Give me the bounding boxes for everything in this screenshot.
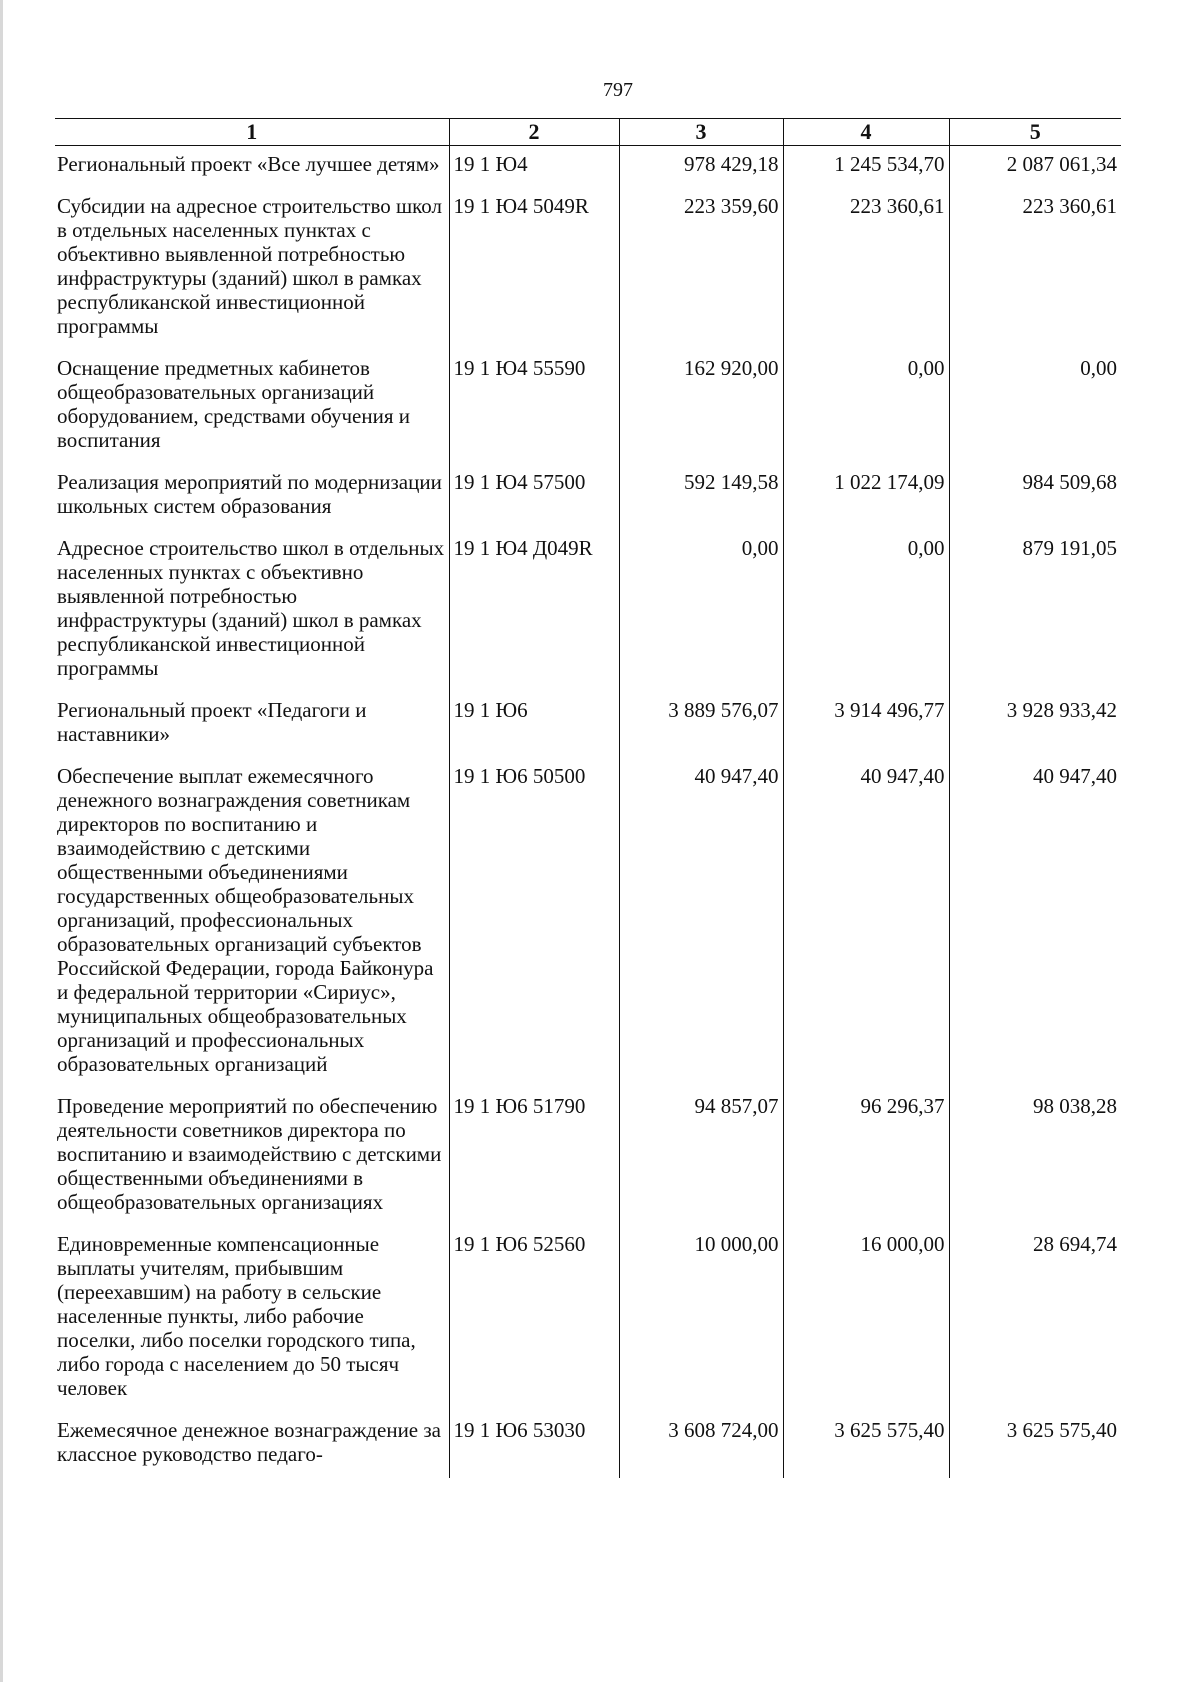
- row-code: 19 1 Ю6: [449, 692, 619, 758]
- row-description: Субсидии на адресное строительство школ в отдельных населенных пунктах с объективно выявленной потребностью инфраструктуры (зданий) школ в рамках республиканской инвестиционной программы: [55, 188, 449, 350]
- row-value-col5: 3 928 933,42: [949, 692, 1121, 758]
- row-value-col4: 223 360,61: [783, 188, 949, 350]
- budget-table: [55, 118, 1121, 1478]
- row-value-col4: 1 245 534,70: [783, 146, 949, 189]
- table-row: [55, 1088, 1121, 1226]
- column-header-4: 4: [783, 119, 949, 146]
- row-value-col4: 16 000,00: [783, 1226, 949, 1412]
- row-value-col5: 223 360,61: [949, 188, 1121, 350]
- row-description: Ежемесячное денежное вознаграждение за классное руководство педаго-: [55, 1412, 449, 1478]
- row-value-col5: 28 694,74: [949, 1226, 1121, 1412]
- row-value-col3: 978 429,18: [619, 146, 783, 189]
- row-value-col4: 96 296,37: [783, 1088, 949, 1226]
- row-code: 19 1 Ю6 51790: [449, 1088, 619, 1226]
- page-number: 797: [603, 79, 633, 101]
- table-row: [55, 758, 1121, 1088]
- row-value-col3: 40 947,40: [619, 758, 783, 1088]
- table-row: [55, 146, 1121, 189]
- row-value-col3: 3 889 576,07: [619, 692, 783, 758]
- row-value-col5: 40 947,40: [949, 758, 1121, 1088]
- row-value-col3: 223 359,60: [619, 188, 783, 350]
- row-value-col3: 10 000,00: [619, 1226, 783, 1412]
- row-description: Оснащение предметных кабинетов общеобразовательных организаций оборудованием, средствами обучения и воспитания: [55, 350, 449, 464]
- row-description: Проведение мероприятий по обеспечению деятельности советников директора по воспитанию и взаимодействию с детскими общественными объединениями в общеобразовательных организациях: [55, 1088, 449, 1226]
- table-row: [55, 464, 1121, 530]
- row-description: Региональный проект «Все лучшее детям»: [55, 146, 449, 189]
- row-code: 19 1 Ю4 55590: [449, 350, 619, 464]
- table-row: [55, 530, 1121, 692]
- row-value-col5: 3 625 575,40: [949, 1412, 1121, 1478]
- table-header-row: [55, 119, 1121, 146]
- row-description: Региональный проект «Педагоги и наставники»: [55, 692, 449, 758]
- row-value-col5: 2 087 061,34: [949, 146, 1121, 189]
- row-description: Адресное строительство школ в отдельных населенных пунктах с объективно выявленной потребностью инфраструктуры (зданий) школ в рамках республиканской инвестиционной программы: [55, 530, 449, 692]
- row-code: 19 1 Ю6 53030: [449, 1412, 619, 1478]
- row-code: 19 1 Ю4 57500: [449, 464, 619, 530]
- column-header-2: 2: [449, 119, 619, 146]
- table-row: [55, 350, 1121, 464]
- column-header-3: 3: [619, 119, 783, 146]
- column-header-5: 5: [949, 119, 1121, 146]
- row-value-col3: 94 857,07: [619, 1088, 783, 1226]
- row-value-col4: 3 625 575,40: [783, 1412, 949, 1478]
- row-value-col5: 0,00: [949, 350, 1121, 464]
- table-row: [55, 1226, 1121, 1412]
- row-value-col4: 1 022 174,09: [783, 464, 949, 530]
- row-code: 19 1 Ю4: [449, 146, 619, 189]
- table-row: [55, 188, 1121, 350]
- row-value-col5: 879 191,05: [949, 530, 1121, 692]
- row-value-col4: 40 947,40: [783, 758, 949, 1088]
- row-value-col4: 3 914 496,77: [783, 692, 949, 758]
- row-value-col3: 0,00: [619, 530, 783, 692]
- row-value-col4: 0,00: [783, 350, 949, 464]
- row-value-col3: 592 149,58: [619, 464, 783, 530]
- row-code: 19 1 Ю4 Д049R: [449, 530, 619, 692]
- scan-edge: [0, 0, 3, 1682]
- column-header-1: 1: [55, 119, 449, 146]
- row-description: Единовременные компенсационные выплаты учителям, прибывшим (переехавшим) на работу в сельские населенные пункты, либо рабочие поселки, либо поселки городского типа, либо города с населением до 50 тысяч человек: [55, 1226, 449, 1412]
- row-description: Обеспечение выплат ежемесячного денежного вознаграждения советникам директоров по воспитанию и взаимодействию с детскими общественными объединениями государственных общеобразовательных организаций, профессиональных образовательных организаций субъектов Российской Федерации, города Байконура и федеральной территории «Сириус», муниципальных общеобразовательных организаций и профессиональных образовательных организаций: [55, 758, 449, 1088]
- row-description: Реализация мероприятий по модернизации школьных систем образования: [55, 464, 449, 530]
- row-value-col5: 984 509,68: [949, 464, 1121, 530]
- row-value-col5: 98 038,28: [949, 1088, 1121, 1226]
- row-value-col3: 3 608 724,00: [619, 1412, 783, 1478]
- row-code: 19 1 Ю6 52560: [449, 1226, 619, 1412]
- row-code: 19 1 Ю4 5049R: [449, 188, 619, 350]
- table-row: [55, 692, 1121, 758]
- row-code: 19 1 Ю6 50500: [449, 758, 619, 1088]
- row-value-col3: 162 920,00: [619, 350, 783, 464]
- table-row: [55, 1412, 1121, 1478]
- row-value-col4: 0,00: [783, 530, 949, 692]
